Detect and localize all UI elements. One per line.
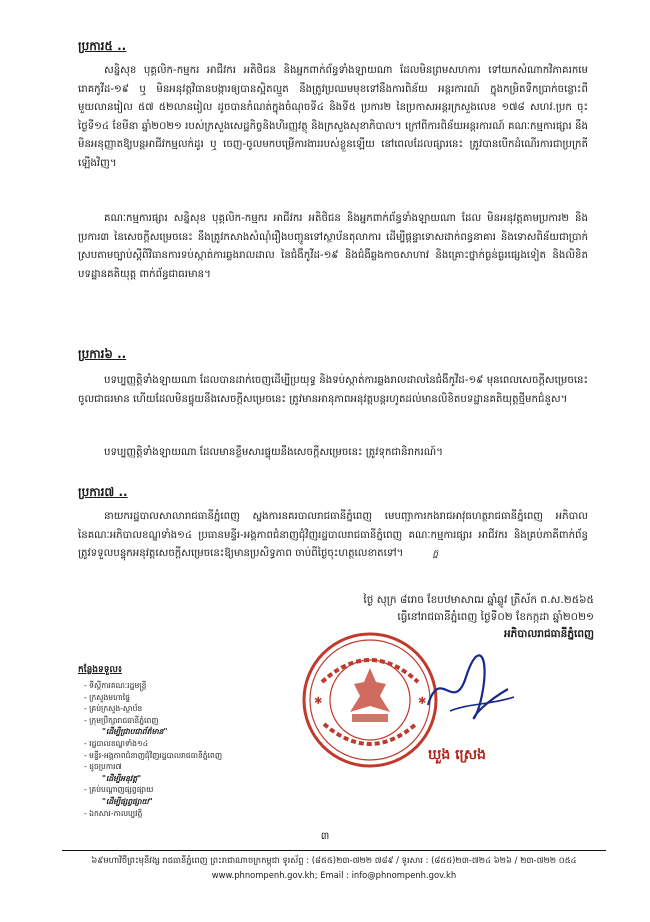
article-5-paragraph-2: គណៈកម្មការផ្សារ សន្និសុខ បុគ្គលិក-កម្មករ អាជីវករ អតិថិជន និងអ្នកពាក់ព័ន្ធទាំងឡាយណា ដែល មិនអនុវត្តតាមប្រការ២ និងប្រការ៣ នៃសេចក្ដីសម្រេចនេះ នឹងត្រូវកសាងសំណុំរឿងបញ្ជូនទៅស្ថាប័នតុលាការ ដើម្បីផ្តន្ទាទោសដាក់ពន្ធនាគារ និងទោសពិន័យជាប្រាក់ ស្របតាមច្បាប់ស្ដីពីវិធានការទប់ស្កាត់ការឆ្លងរាលដាល នៃជំងឺកូវីដ-១៩ និងជំងឺឆ្លងកាចសាហាវ និងគ្រោះថ្នាក់ធ្ងន់ធ្ងរផ្សេងទៀត និងលិខិតបទដ្ឋានគតិយុត្ត ពាក់ព័ន្ធជាធរមាន។: [78, 213, 588, 280]
footer-divider: [62, 850, 606, 851]
lunar-date-line: ថ្ងៃ សុក្រ ៨រោច ខែបឋមាសាឍ ឆ្នាំឆ្លូវ ត្រីស័ក ព.ស.២៥៦៥: [363, 594, 594, 606]
list-item: - ដូចប្រការ៧: [84, 762, 122, 772]
article-6-paragraph-1: បទប្បញ្ញត្តិទាំងឡាយណា ដែលបានដាក់ចេញដើម្បីប្រយុទ្ធ និងទប់ស្កាត់ការឆ្លងរាលដាលនៃជំងឺកូវីដ-១៩ មុនពេលសេចក្ដីសម្រេចនេះចូលជាធរមាន ហើយដែលមិនផ្ទុយនឹងសេចក្ដីសម្រេចនេះ ត្រូវមានអានុភាពអនុវត្តបន្តរហូតដល់មានលិខិតបទដ្ឋានគតិយុត្តថ្មីមកជំនួស។: [78, 375, 588, 405]
list-item: "ដើម្បីអនុវត្ត": [102, 773, 142, 783]
list-item: - គ្រប់ក្រសួង-ស្ថាប័ន: [84, 704, 143, 714]
svg-text:✱: ✱: [418, 696, 427, 707]
svg-text:✱: ✱: [314, 696, 323, 707]
list-item: "ដើម្បីផ្សព្វផ្សាយ": [102, 796, 153, 806]
article-5-paragraph-1: សន្និសុខ បុគ្គលិក-កម្មករ អាជីវករ អតិថិជន និងអ្នកពាក់ព័ន្ធទាំងឡាយណា ដែលមិនព្រមសហការ ទៅយកសំណាកវិភាគរកមេរោគកូវីដ-១៩ ឬ មិនអនុវត្តវិធានបង្ការឲ្យបានស្អិតល្មួត នឹងត្រូវប្រឈមមុខទៅនឹងការពិន័យ អន្តរការណ៍ ក្នុងកម្រិតទឹកប្រាក់ចន្លោះពី មួយលានរៀល ៥៧ ៥២លានរៀល ដូចបានកំណត់ក្នុងចំណុចទី៤ និងទី៥ ប្រការ២ នៃប្រកាសអន្តរក្រសួងលេខ ១៧៨ សហវ.ប្រក ចុះថ្ងៃទី១៤ ខែមីនា ឆ្នាំ២០២១ របស់ក្រសួងសេដ្ឋកិច្ចនិងហិរញ្ញវត្ថុ និងក្រសួងសុខាភិបាល។ ក្រៅពីការពិន័យអន្តរការណ៍ គណៈកម្មការផ្សារ នឹងមិនអនុញ្ញាតឱ្យបន្តអាជីវកម្មលក់ដូរ ឬ ចេញ-ចូលមកបម្រើការងាររបស់ខ្លួនឡើយ នៅពេលដែលផ្សារនេះ ត្រូវបានបើកដំណើរការជាប្រក្រតីឡើងវិញ។: [78, 65, 588, 169]
cc-title: កន្លែងទទួល៖: [78, 665, 122, 675]
official-seal-icon: [300, 630, 440, 770]
cc-list: [84, 680, 222, 819]
place-date-line: ធ្វើនៅរាជធានីភ្នំពេញ ថ្ងៃទី០២ ខែកក្កដា ឆ្នាំ២០២១: [397, 611, 594, 623]
page-number: ៣: [320, 831, 330, 842]
list-item: - ឯកសារ-កាលប្បវត្តិ: [84, 808, 143, 818]
list-item: - គ្រប់បណ្តាញផ្សព្វផ្សាយ: [84, 785, 154, 795]
article-6-heading: ប្រការ៦ ..: [78, 347, 127, 361]
list-item: - មន្ទីរ-អង្គភាពជំនាញជុំវិញរដ្ឋបាលរាជធានីភ្នំពេញ: [84, 750, 223, 760]
article-7-heading: ប្រការ៧ ..: [78, 485, 128, 499]
footer-web-email[interactable]: www.phnompenh.gov.kh; Email : info@phnompenh.gov.kh: [211, 870, 457, 880]
article-6-paragraph-2: បទប្បញ្ញត្តិទាំងឡាយណា ដែលមានខ្លឹមសារផ្ទុយនឹងសេចក្ដីសម្រេចនេះ ត្រូវទុកជានិរាករណ៍។: [104, 447, 443, 458]
signer-title: អភិបាលរាជធានីភ្នំពេញ: [504, 628, 594, 640]
article-5-heading: ប្រការ៥ ..: [78, 39, 127, 53]
footer-address: ៦៩មហាវិថីព្រះមុនីវង្ស រាជធានីភ្នំពេញ ព្រះរាជាណាចក្រកម្ពុជា ទូរស័ព្ទ : (៨៥៥)២៣-៧២២ ៧៨៩ / ទូរសារ : (៨៥៥)២៣-៧២៤ ៦២៦ / ២៣-៧២២ ០៥៤: [91, 855, 577, 865]
initials-mark: ក្ឋ: [432, 549, 439, 559]
list-item: - ក្រសួងមហាផ្ទៃ: [84, 692, 130, 702]
signature-icon: [420, 645, 520, 725]
list-item: - រដ្ឋបាលខណ្ឌទាំង១៤: [84, 738, 149, 748]
list-item: - ក្រុមប្រឹក្សារាជធានីភ្នំពេញ: [84, 715, 159, 725]
article-7-paragraph-1: នាយករដ្ឋបាលសាលារាជធានីភ្នំពេញ ស្នងការនគរបាលរាជធានីភ្នំពេញ មេបញ្ជាការកងរាជអាវុធហត្ថរាជធានីភ្នំពេញ អភិបាល នៃគណៈអភិបាលខណ្ឌទាំង១៤ ប្រធានមន្ទីរ-អង្គភាពជំនាញជុំវិញរដ្ឋបាលរាជធានីភ្នំពេញ គណៈកម្មការផ្សារ អាជីវករ និងគ្រប់ភាគីពាក់ព័ន្ធ ត្រូវទទួលបន្ទុកអនុវត្តសេចក្ដីសម្រេចនេះឱ្យមានប្រសិទ្ធភាព ចាប់ពីថ្ងៃចុះហត្ថលេខាតទៅ។ ក្ឋ: [78, 508, 588, 564]
signer-name: ឃួង ស្រេង: [428, 747, 486, 763]
list-item: "ដើម្បីជ្រាបជាព័ត៌មាន": [102, 727, 168, 737]
list-item: - ទីស្តីការគណៈរដ្ឋមន្ត្រី: [84, 681, 147, 690]
